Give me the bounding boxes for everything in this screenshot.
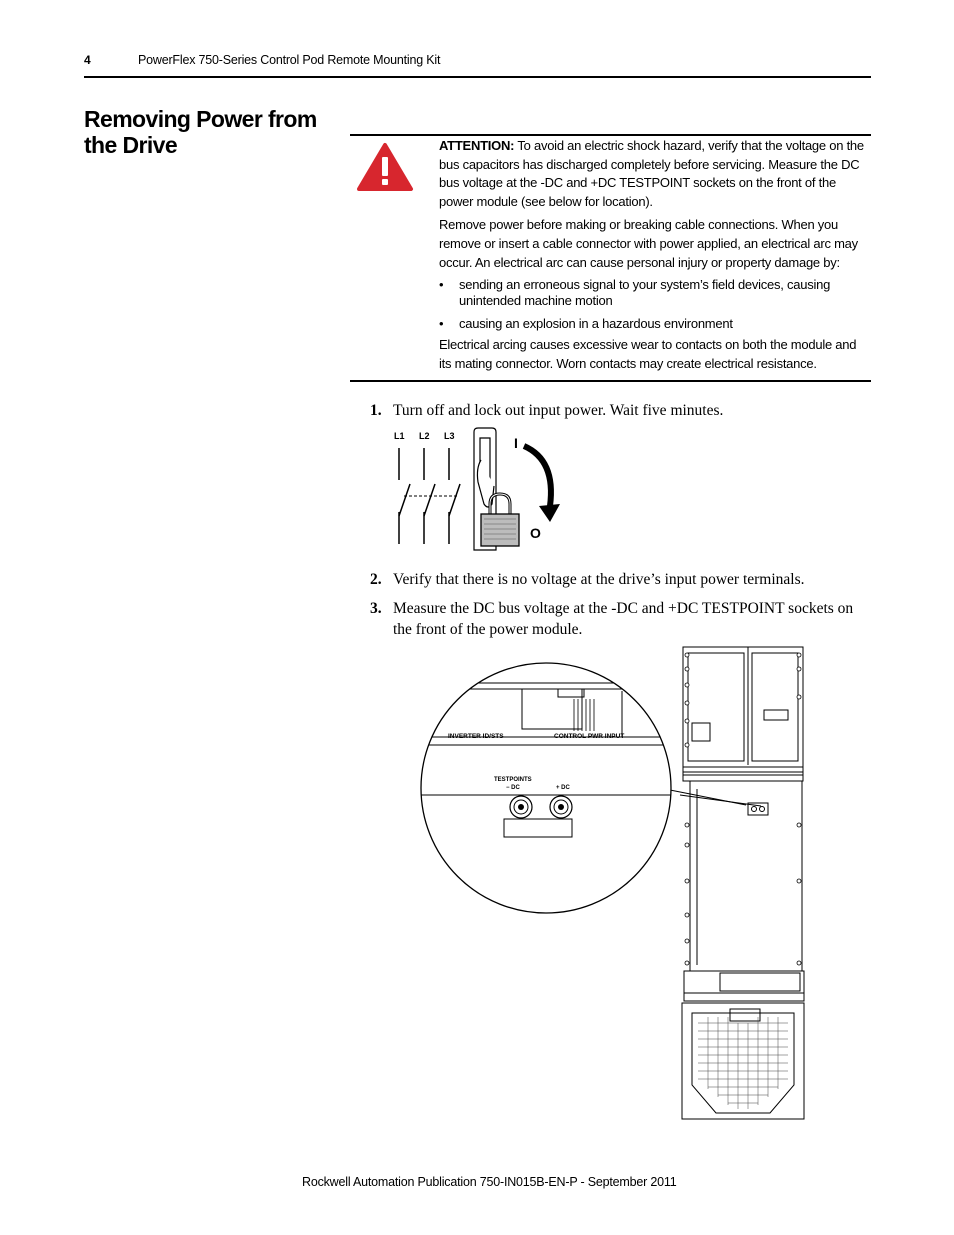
line-label-l2: L2 [419,431,430,441]
step-3 [370,598,870,640]
rotate-arrow-icon [524,446,551,506]
off-position-label: O [530,525,541,541]
line-label-l1: L1 [394,431,405,441]
line-label-l3: L3 [444,431,455,441]
inverter-label: INVERTER ID/STS [448,733,504,740]
bullet-text: causing an explosion in a hazardous environment [459,316,733,332]
step-text: Verify that there is no voltage at the drive’s input power terminals. [393,571,805,588]
minus-dc-label: − DC [506,785,520,791]
drive-middle-cabinet [690,781,802,971]
fan-grille-pattern [698,1017,788,1109]
attention-bullet [439,277,871,309]
plus-dc-label: + DC [556,785,570,791]
disconnect-lockout-figure [388,424,568,554]
on-position-label: I [514,435,518,451]
attention-paragraph-2: Remove power before making or breaking cable connections. When you remove or insert a cable connector with power applied, an electrical arc may occur. An electrical arc can cause personal injury or property damage by: [439,217,858,270]
attention-box [439,137,871,378]
attention-top-rule [350,134,871,136]
attention-text-1: To avoid an electric shock hazard, verify that the voltage on the bus capacitors has discharged completely before servicing. Measure the DC bus voltage at the -DC and +DC TESTPOINT sockets on the front of the power module (see below for location). [439,138,864,209]
attention-label: ATTENTION: [439,138,515,153]
testpoint-magnifier [418,663,678,913]
step-1 [370,400,870,421]
running-title: PowerFlex 750-Series Control Pod Remote Mounting Kit [138,53,441,67]
drive-testpoint-figure [418,645,808,1123]
step-text: Turn off and lock out input power. Wait five minutes. [393,402,724,419]
minus-dc-socket [510,796,532,818]
attention-bullet [439,316,871,332]
testpoint-strip [683,767,803,781]
bullet-dot: • [439,316,444,332]
drive-fan-section [682,1003,804,1119]
footer-publication: Rockwell Automation Publication 750-IN015B-EN-P - September 2011 [302,1175,677,1189]
mounting-holes [685,653,801,965]
section-heading: Removing Power from the Drive [84,106,317,158]
step-number: 3. [370,600,382,617]
bullet-dot: • [439,277,444,293]
step-number: 1. [370,402,382,419]
step-2 [370,569,870,590]
attention-paragraph-3: Electrical arcing causes excessive wear to contacts on both the module and its mating connector. Worn contacts may create electrical resistance. [439,337,857,371]
testpoints-label: TESTPOINTS [494,777,532,783]
control-power-input-label: CONTROL PWR INPUT [554,733,625,740]
step-number: 2. [370,571,382,588]
page-number: 4 [84,53,91,67]
bullet-text: sending an erroneous signal to your system’s field devices, causing unintended machine motion [459,277,831,309]
warning-triangle-icon [356,142,414,192]
step-text: Measure the DC bus voltage at the -DC and +DC TESTPOINT sockets on the front of the power module. [393,600,854,638]
attention-bottom-rule [350,380,871,382]
attention-paragraph-1 [439,137,871,211]
plus-dc-socket [550,796,572,818]
header-rule [84,76,871,78]
